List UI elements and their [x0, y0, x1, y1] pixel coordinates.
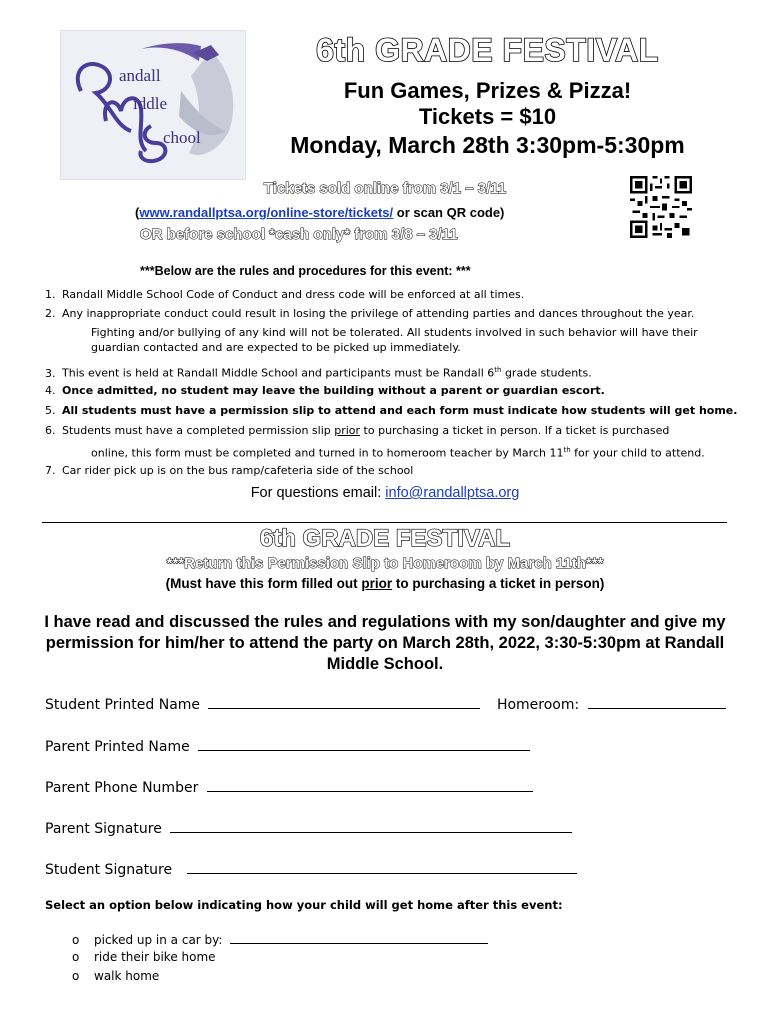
rule-text-continued	[45, 443, 705, 461]
event-title: 6th GRADE FESTIVAL	[316, 32, 659, 68]
student-name-row	[45, 694, 726, 713]
student-name-field[interactable]	[208, 694, 480, 709]
rule-number: 4.	[45, 384, 56, 397]
option-label: ride their bike home	[94, 950, 216, 964]
rule-item	[45, 423, 705, 461]
eagle-logo-graphic	[61, 31, 245, 179]
transport-option-walk[interactable]	[72, 969, 159, 983]
parent-phone-row	[45, 777, 533, 796]
parent-signature-label: Parent Signature	[45, 821, 162, 837]
parent-phone-label: Parent Phone Number	[45, 780, 199, 796]
return-instruction: ***Return this Permission Slip to Homeroom by March 11th***	[166, 555, 604, 572]
rule-item	[45, 306, 698, 355]
before-school-notice: OR before school *cash only* from 3/8 – 3/11	[140, 226, 458, 243]
questions-line	[0, 485, 770, 501]
rule-text: This event is held at Randall Middle School and participants must be Randall 6	[62, 366, 495, 380]
homeroom-field[interactable]	[588, 694, 726, 709]
slip-title: 6th GRADE FESTIVAL	[259, 525, 511, 552]
rule-superscript: th	[494, 366, 502, 374]
event-subtitle: Fun Games, Prizes & Pizza!	[343, 78, 632, 103]
rule-text: Once admitted, no student may leave the building without a parent or guardian escort.	[62, 384, 605, 397]
rule-text: Car rider pick up is on the bus ramp/cafeteria side of the school	[62, 464, 414, 477]
ticket-price: Tickets = $10	[418, 104, 557, 129]
rule-text: Any inappropriate conduct could result in losing the privilege of attending parties and dances throughout the year.	[62, 307, 695, 320]
student-signature-label: Student Signature	[45, 862, 173, 878]
rule-text-continued: guardian contacted and are expected to be picked up immediately.	[91, 341, 461, 354]
rule-item	[45, 287, 524, 302]
rules-heading: ***Below are the rules and procedures for this event: ***	[140, 264, 471, 278]
rule-number: 6.	[45, 424, 56, 437]
questions-label: For questions email:	[250, 485, 386, 501]
qr-code[interactable]	[630, 176, 692, 238]
rule-text: All students must have a permission slip to attend and each form must indicate how students will get home.	[62, 404, 738, 417]
rule-text: Students must have a completed permission slip	[62, 424, 335, 437]
ticket-store-link[interactable]: www.randallptsa.org/online-store/tickets/	[139, 205, 394, 220]
note-text: (Must have this form filled out	[165, 576, 362, 591]
parent-signature-row	[45, 818, 572, 837]
student-signature-row	[45, 859, 577, 878]
rule-text: Randall Middle School Code of Conduct and dress code will be enforced at all times.	[62, 288, 525, 301]
rule-text: grade students.	[501, 366, 592, 380]
parent-name-field[interactable]	[198, 736, 530, 751]
option-bullet[interactable]: o	[72, 933, 80, 947]
rule-number: 5.	[45, 404, 56, 417]
transport-option-bike[interactable]	[72, 950, 216, 964]
student-name-label: Student Printed Name	[45, 697, 201, 713]
transport-select-heading: Select an option below indicating how your child will get home after this event:	[45, 898, 563, 912]
rule-number: 1.	[45, 288, 56, 301]
event-date: Monday, March 28th 3:30pm-5:30pm	[290, 132, 685, 158]
permission-statement: I have read and discussed the rules and regulations with my son/daughter and give my permission for him/her to attend the party on March 28th, 2022, 3:30-5:30pm at Randall Middle School.	[44, 613, 726, 673]
rule-item	[45, 383, 605, 398]
homeroom-label: Homeroom:	[496, 697, 580, 713]
rule-number: 7.	[45, 464, 56, 477]
note-underlined: prior	[361, 576, 393, 591]
parent-phone-field[interactable]	[207, 777, 533, 792]
tickets-online-notice: Tickets sold online from 3/1 – 3/11	[263, 180, 507, 197]
transport-option-car[interactable]	[72, 932, 488, 947]
tickets-link-line	[135, 205, 504, 220]
parent-name-row	[45, 736, 530, 755]
logo-text-line2: iddle	[133, 94, 167, 113]
parent-name-label: Parent Printed Name	[45, 739, 190, 755]
option-label: picked up in a car by:	[94, 933, 223, 947]
rule-text-underlined: prior	[334, 424, 361, 437]
rule-text: to purchasing a ticket in person. If a ticket is purchased	[360, 424, 670, 437]
option-label: walk home	[94, 969, 160, 983]
section-divider	[42, 522, 727, 523]
parent-signature-field[interactable]	[170, 818, 572, 833]
must-complete-note	[0, 576, 770, 591]
rule-number: 3.	[45, 366, 56, 380]
rule-item	[45, 403, 737, 418]
rule-text: online, this form must be completed and turned in to homeroom teacher by March 11	[91, 446, 564, 460]
option-bullet[interactable]: o	[72, 950, 80, 964]
car-driver-field[interactable]	[230, 932, 488, 944]
contact-email-link[interactable]: info@randallptsa.org	[385, 485, 520, 501]
rule-superscript: th	[563, 446, 571, 454]
link-open-paren: (	[135, 205, 140, 220]
student-signature-field[interactable]	[187, 859, 577, 874]
school-logo	[60, 30, 246, 180]
note-text: to purchasing a ticket in person)	[392, 576, 605, 591]
option-bullet[interactable]: o	[72, 969, 80, 983]
rule-item	[45, 363, 592, 381]
rule-item	[45, 463, 413, 478]
rule-text-continued: Fighting and/or bullying of any kind will not be tolerated. All students involved in such behavior will have their	[91, 326, 698, 339]
rule-text: for your child to attend.	[570, 446, 705, 460]
logo-text-line1: andall	[119, 66, 161, 85]
logo-text-line3: chool	[163, 128, 201, 147]
qr-instruction: or scan QR code)	[393, 205, 505, 220]
rule-number: 2.	[45, 307, 56, 320]
